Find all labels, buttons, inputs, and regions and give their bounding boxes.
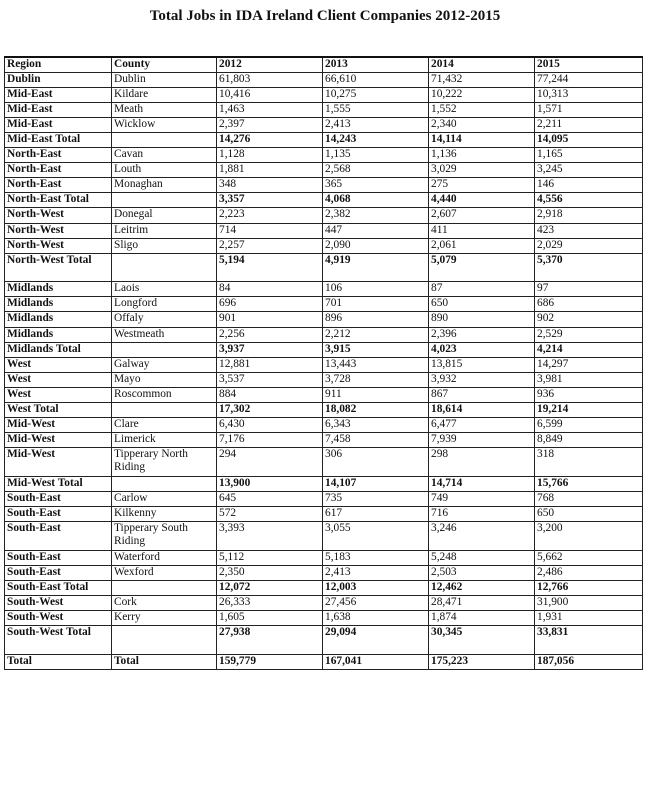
- county-cell: Louth: [112, 163, 217, 178]
- county-cell: [112, 580, 217, 595]
- region-cell: North-East: [5, 163, 112, 178]
- value-2015-cell: 3,200: [535, 522, 643, 551]
- value-2012-cell: 294: [217, 448, 323, 477]
- value-2015-cell: 33,831: [535, 626, 643, 655]
- value-2015-cell: 187,056: [535, 654, 643, 669]
- value-2015-cell: 5,662: [535, 550, 643, 565]
- value-2013-cell: 10,275: [323, 87, 429, 102]
- value-2014-cell: 14,114: [429, 132, 535, 147]
- county-cell: Total: [112, 654, 217, 669]
- county-cell: Tipperary South Riding: [112, 522, 217, 551]
- region-cell: Mid-East: [5, 87, 112, 102]
- table-row: [5, 387, 643, 402]
- value-2013-cell: 2,413: [323, 117, 429, 132]
- table-header-row: [5, 57, 643, 72]
- value-2015-cell: 936: [535, 387, 643, 402]
- value-2014-cell: 275: [429, 178, 535, 193]
- county-cell: Clare: [112, 418, 217, 433]
- value-2015-cell: 2,486: [535, 565, 643, 580]
- county-cell: Galway: [112, 357, 217, 372]
- value-2014-cell: 2,607: [429, 208, 535, 223]
- value-2015-cell: 902: [535, 312, 643, 327]
- value-2013-cell: 3,055: [323, 522, 429, 551]
- county-cell: Laois: [112, 282, 217, 297]
- value-2012-cell: 901: [217, 312, 323, 327]
- county-cell: Westmeath: [112, 327, 217, 342]
- county-cell: Dublin: [112, 72, 217, 87]
- value-2013-cell: 735: [323, 491, 429, 506]
- table-row: [5, 87, 643, 102]
- value-2012-cell: 2,223: [217, 208, 323, 223]
- table-body: [5, 72, 643, 669]
- value-2012-cell: 1,605: [217, 610, 323, 625]
- table-subtotal-row: [5, 580, 643, 595]
- county-cell: Meath: [112, 102, 217, 117]
- table-row: [5, 327, 643, 342]
- value-2015-cell: 2,029: [535, 238, 643, 253]
- jobs-table: [4, 56, 643, 670]
- region-cell: South-West: [5, 595, 112, 610]
- value-2012-cell: 14,276: [217, 132, 323, 147]
- table-row: [5, 448, 643, 477]
- value-2014-cell: 749: [429, 491, 535, 506]
- value-2012-cell: 7,176: [217, 433, 323, 448]
- value-2015-cell: 3,245: [535, 163, 643, 178]
- value-2013-cell: 4,068: [323, 193, 429, 208]
- value-2012-cell: 13,900: [217, 476, 323, 491]
- value-2014-cell: 3,029: [429, 163, 535, 178]
- value-2013-cell: 2,212: [323, 327, 429, 342]
- value-2014-cell: 3,246: [429, 522, 535, 551]
- value-2012-cell: 696: [217, 297, 323, 312]
- value-2014-cell: 1,552: [429, 102, 535, 117]
- value-2014-cell: 867: [429, 387, 535, 402]
- county-cell: Cork: [112, 595, 217, 610]
- value-2015-cell: 97: [535, 282, 643, 297]
- value-2012-cell: 159,779: [217, 654, 323, 669]
- value-2013-cell: 2,413: [323, 565, 429, 580]
- region-cell: South-West Total: [5, 626, 112, 655]
- value-2013-cell: 2,382: [323, 208, 429, 223]
- county-cell: [112, 476, 217, 491]
- region-cell: Mid-West: [5, 448, 112, 477]
- value-2014-cell: 6,477: [429, 418, 535, 433]
- value-2015-cell: 12,766: [535, 580, 643, 595]
- value-2012-cell: 645: [217, 491, 323, 506]
- value-2012-cell: 1,881: [217, 163, 323, 178]
- value-2015-cell: 1,931: [535, 610, 643, 625]
- table-row: [5, 102, 643, 117]
- value-2015-cell: 4,556: [535, 193, 643, 208]
- table-subtotal-row: [5, 626, 643, 655]
- region-cell: North-West: [5, 238, 112, 253]
- county-cell: Carlow: [112, 491, 217, 506]
- value-2015-cell: 14,095: [535, 132, 643, 147]
- value-2014-cell: 30,345: [429, 626, 535, 655]
- region-cell: Dublin: [5, 72, 112, 87]
- value-2014-cell: 2,061: [429, 238, 535, 253]
- table-row: [5, 550, 643, 565]
- county-cell: Leitrim: [112, 223, 217, 238]
- region-cell: Mid-East Total: [5, 132, 112, 147]
- table-subtotal-row: [5, 402, 643, 417]
- value-2013-cell: 701: [323, 297, 429, 312]
- table-row: [5, 610, 643, 625]
- value-2014-cell: 4,023: [429, 342, 535, 357]
- region-cell: South-East: [5, 550, 112, 565]
- value-2014-cell: 1,874: [429, 610, 535, 625]
- table-subtotal-row: [5, 253, 643, 282]
- value-2015-cell: 4,214: [535, 342, 643, 357]
- column-header-county: County: [112, 57, 217, 72]
- region-cell: West: [5, 372, 112, 387]
- value-2014-cell: 3,932: [429, 372, 535, 387]
- county-cell: Kilkenny: [112, 506, 217, 521]
- value-2012-cell: 3,393: [217, 522, 323, 551]
- table-subtotal-row: [5, 193, 643, 208]
- region-cell: Mid-East: [5, 117, 112, 132]
- column-header-2014: 2014: [429, 57, 535, 72]
- value-2015-cell: 3,981: [535, 372, 643, 387]
- table-row: [5, 372, 643, 387]
- value-2014-cell: 2,503: [429, 565, 535, 580]
- value-2013-cell: 12,003: [323, 580, 429, 595]
- column-header-2012: 2012: [217, 57, 323, 72]
- table-row: [5, 357, 643, 372]
- column-header-2013: 2013: [323, 57, 429, 72]
- county-cell: [112, 626, 217, 655]
- column-header-region: Region: [5, 57, 112, 72]
- table-row: [5, 297, 643, 312]
- value-2014-cell: 13,815: [429, 357, 535, 372]
- value-2014-cell: 2,396: [429, 327, 535, 342]
- value-2013-cell: 6,343: [323, 418, 429, 433]
- table-row: [5, 208, 643, 223]
- value-2013-cell: 4,919: [323, 253, 429, 282]
- value-2012-cell: 1,128: [217, 148, 323, 163]
- value-2012-cell: 714: [217, 223, 323, 238]
- value-2013-cell: 27,456: [323, 595, 429, 610]
- value-2012-cell: 12,881: [217, 357, 323, 372]
- county-cell: Kerry: [112, 610, 217, 625]
- table-subtotal-row: [5, 132, 643, 147]
- value-2013-cell: 14,107: [323, 476, 429, 491]
- value-2015-cell: 146: [535, 178, 643, 193]
- region-cell: North-West: [5, 208, 112, 223]
- region-cell: Mid-West Total: [5, 476, 112, 491]
- table-row: [5, 72, 643, 87]
- county-cell: Kildare: [112, 87, 217, 102]
- value-2015-cell: 2,211: [535, 117, 643, 132]
- region-cell: Midlands: [5, 327, 112, 342]
- table-row: [5, 312, 643, 327]
- region-cell: West Total: [5, 402, 112, 417]
- county-cell: Limerick: [112, 433, 217, 448]
- value-2014-cell: 175,223: [429, 654, 535, 669]
- value-2014-cell: 14,714: [429, 476, 535, 491]
- value-2014-cell: 4,440: [429, 193, 535, 208]
- table-row: [5, 178, 643, 193]
- table-row: [5, 163, 643, 178]
- region-cell: South-East Total: [5, 580, 112, 595]
- value-2012-cell: 2,350: [217, 565, 323, 580]
- table-row: [5, 491, 643, 506]
- value-2014-cell: 18,614: [429, 402, 535, 417]
- value-2013-cell: 1,135: [323, 148, 429, 163]
- value-2012-cell: 84: [217, 282, 323, 297]
- value-2015-cell: 31,900: [535, 595, 643, 610]
- value-2012-cell: 5,112: [217, 550, 323, 565]
- value-2015-cell: 2,918: [535, 208, 643, 223]
- county-cell: Sligo: [112, 238, 217, 253]
- region-cell: South-East: [5, 522, 112, 551]
- region-cell: West: [5, 387, 112, 402]
- value-2013-cell: 3,915: [323, 342, 429, 357]
- value-2013-cell: 1,638: [323, 610, 429, 625]
- region-cell: North-West Total: [5, 253, 112, 282]
- value-2013-cell: 29,094: [323, 626, 429, 655]
- value-2014-cell: 716: [429, 506, 535, 521]
- value-2012-cell: 3,537: [217, 372, 323, 387]
- county-cell: [112, 342, 217, 357]
- county-cell: [112, 193, 217, 208]
- region-cell: Mid-West: [5, 433, 112, 448]
- table-row: [5, 418, 643, 433]
- value-2014-cell: 71,432: [429, 72, 535, 87]
- region-cell: South-East: [5, 491, 112, 506]
- county-cell: Waterford: [112, 550, 217, 565]
- region-cell: Mid-East: [5, 102, 112, 117]
- value-2014-cell: 2,340: [429, 117, 535, 132]
- value-2012-cell: 61,803: [217, 72, 323, 87]
- column-header-2015: 2015: [535, 57, 643, 72]
- value-2012-cell: 2,256: [217, 327, 323, 342]
- table-row: [5, 238, 643, 253]
- county-cell: [112, 132, 217, 147]
- value-2013-cell: 3,728: [323, 372, 429, 387]
- value-2012-cell: 1,463: [217, 102, 323, 117]
- region-cell: North-East: [5, 148, 112, 163]
- value-2015-cell: 19,214: [535, 402, 643, 417]
- region-cell: North-West: [5, 223, 112, 238]
- value-2012-cell: 26,333: [217, 595, 323, 610]
- value-2014-cell: 5,248: [429, 550, 535, 565]
- value-2014-cell: 10,222: [429, 87, 535, 102]
- value-2012-cell: 17,302: [217, 402, 323, 417]
- region-cell: Midlands: [5, 312, 112, 327]
- county-cell: [112, 253, 217, 282]
- value-2013-cell: 7,458: [323, 433, 429, 448]
- value-2015-cell: 2,529: [535, 327, 643, 342]
- value-2014-cell: 411: [429, 223, 535, 238]
- value-2014-cell: 1,136: [429, 148, 535, 163]
- value-2015-cell: 5,370: [535, 253, 643, 282]
- value-2012-cell: 12,072: [217, 580, 323, 595]
- value-2012-cell: 5,194: [217, 253, 323, 282]
- value-2013-cell: 911: [323, 387, 429, 402]
- table-subtotal-row: [5, 654, 643, 669]
- value-2015-cell: 423: [535, 223, 643, 238]
- table-row: [5, 282, 643, 297]
- table-row: [5, 595, 643, 610]
- value-2012-cell: 27,938: [217, 626, 323, 655]
- region-cell: Midlands Total: [5, 342, 112, 357]
- county-cell: Mayo: [112, 372, 217, 387]
- value-2013-cell: 447: [323, 223, 429, 238]
- value-2015-cell: 6,599: [535, 418, 643, 433]
- county-cell: Wexford: [112, 565, 217, 580]
- region-cell: North-East Total: [5, 193, 112, 208]
- value-2012-cell: 348: [217, 178, 323, 193]
- table-row: [5, 506, 643, 521]
- county-cell: Donegal: [112, 208, 217, 223]
- county-cell: Monaghan: [112, 178, 217, 193]
- value-2015-cell: 8,849: [535, 433, 643, 448]
- county-cell: Roscommon: [112, 387, 217, 402]
- table-row: [5, 522, 643, 551]
- county-cell: [112, 402, 217, 417]
- value-2013-cell: 13,443: [323, 357, 429, 372]
- table-row: [5, 223, 643, 238]
- value-2013-cell: 66,610: [323, 72, 429, 87]
- value-2014-cell: 7,939: [429, 433, 535, 448]
- value-2015-cell: 1,165: [535, 148, 643, 163]
- value-2012-cell: 2,397: [217, 117, 323, 132]
- region-cell: Midlands: [5, 297, 112, 312]
- value-2014-cell: 28,471: [429, 595, 535, 610]
- value-2012-cell: 10,416: [217, 87, 323, 102]
- county-cell: Cavan: [112, 148, 217, 163]
- table-row: [5, 433, 643, 448]
- value-2015-cell: 10,313: [535, 87, 643, 102]
- value-2013-cell: 617: [323, 506, 429, 521]
- value-2013-cell: 167,041: [323, 654, 429, 669]
- value-2013-cell: 1,555: [323, 102, 429, 117]
- value-2014-cell: 298: [429, 448, 535, 477]
- value-2012-cell: 6,430: [217, 418, 323, 433]
- value-2015-cell: 15,766: [535, 476, 643, 491]
- value-2012-cell: 3,937: [217, 342, 323, 357]
- table-row: [5, 117, 643, 132]
- value-2013-cell: 106: [323, 282, 429, 297]
- region-cell: West: [5, 357, 112, 372]
- region-cell: South-East: [5, 506, 112, 521]
- value-2014-cell: 5,079: [429, 253, 535, 282]
- county-cell: Longford: [112, 297, 217, 312]
- value-2013-cell: 896: [323, 312, 429, 327]
- value-2012-cell: 3,357: [217, 193, 323, 208]
- value-2015-cell: 768: [535, 491, 643, 506]
- value-2015-cell: 318: [535, 448, 643, 477]
- value-2014-cell: 650: [429, 297, 535, 312]
- region-cell: South-West: [5, 610, 112, 625]
- value-2013-cell: 18,082: [323, 402, 429, 417]
- value-2014-cell: 87: [429, 282, 535, 297]
- region-cell: Mid-West: [5, 418, 112, 433]
- value-2015-cell: 650: [535, 506, 643, 521]
- value-2012-cell: 2,257: [217, 238, 323, 253]
- document-title: Total Jobs in IDA Ireland Client Companies 2012-2015: [149, 8, 501, 24]
- value-2013-cell: 5,183: [323, 550, 429, 565]
- value-2013-cell: 365: [323, 178, 429, 193]
- region-cell: North-East: [5, 178, 112, 193]
- value-2012-cell: 572: [217, 506, 323, 521]
- value-2015-cell: 686: [535, 297, 643, 312]
- value-2013-cell: 2,090: [323, 238, 429, 253]
- table-subtotal-row: [5, 342, 643, 357]
- county-cell: Wicklow: [112, 117, 217, 132]
- region-cell: Midlands: [5, 282, 112, 297]
- region-cell: South-East: [5, 565, 112, 580]
- table-subtotal-row: [5, 476, 643, 491]
- region-cell: Total: [5, 654, 112, 669]
- value-2013-cell: 2,568: [323, 163, 429, 178]
- value-2015-cell: 14,297: [535, 357, 643, 372]
- value-2015-cell: 77,244: [535, 72, 643, 87]
- table-row: [5, 565, 643, 580]
- value-2015-cell: 1,571: [535, 102, 643, 117]
- table-row: [5, 148, 643, 163]
- value-2014-cell: 12,462: [429, 580, 535, 595]
- value-2012-cell: 884: [217, 387, 323, 402]
- value-2014-cell: 890: [429, 312, 535, 327]
- county-cell: Tipperary North Riding: [112, 448, 217, 477]
- value-2013-cell: 306: [323, 448, 429, 477]
- value-2013-cell: 14,243: [323, 132, 429, 147]
- county-cell: Offaly: [112, 312, 217, 327]
